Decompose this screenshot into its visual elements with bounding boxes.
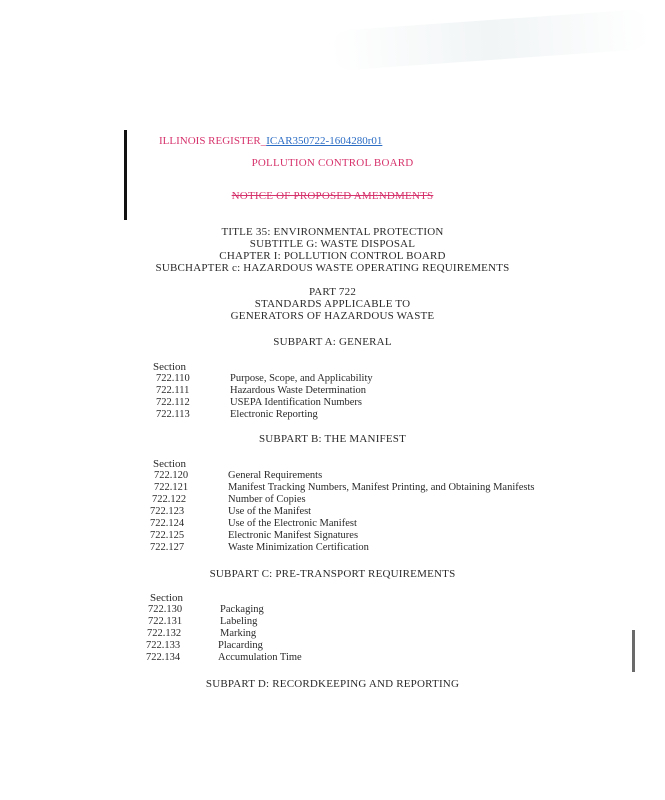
section-number: 722.122 (152, 494, 187, 505)
section-number: 722.132 (147, 628, 182, 639)
section-title: Waste Minimization Certification (228, 542, 369, 553)
section-title: Placarding (218, 640, 263, 651)
notice-title: NOTICE OF PROPOSED AMENDMENTS (231, 190, 434, 202)
section-number: 722.131 (148, 616, 183, 627)
register-name: ILLINOIS REGISTER (159, 135, 261, 147)
subpart-a-heading: SUBPART A: GENERAL (273, 336, 392, 348)
section-label: Section (153, 458, 186, 470)
title-line: TITLE 35: ENVIRONMENTAL PROTECTION (221, 226, 444, 238)
section-title: Electronic Reporting (230, 409, 318, 420)
part-title-line-2: GENERATORS OF HAZARDOUS WASTE (230, 310, 435, 322)
section-number: 722.112 (156, 397, 190, 408)
section-title: Use of the Electronic Manifest (228, 518, 357, 529)
section-title: USEPA Identification Numbers (230, 397, 363, 408)
scan-edge-mark (632, 630, 635, 672)
document-code-link[interactable]: ICAR350722-1604280r01 (266, 135, 383, 147)
section-title: Marking (220, 628, 257, 639)
section-number: 722.127 (150, 542, 185, 553)
section-title: Hazardous Waste Determination (230, 385, 366, 396)
section-number: 722.110 (156, 373, 190, 384)
section-label: Section (153, 361, 186, 373)
section-number: 722.130 (148, 604, 183, 615)
subchapter-line: SUBCHAPTER c: HAZARDOUS WASTE OPERATING REQUIREMENTS (155, 262, 510, 274)
part-number: PART 722 (308, 286, 357, 298)
section-title: Labeling (220, 616, 258, 627)
agency-name: POLLUTION CONTROL BOARD (251, 157, 414, 169)
section-number: 722.123 (150, 506, 185, 517)
chapter-line: CHAPTER I: POLLUTION CONTROL BOARD (219, 250, 446, 262)
section-title: Purpose, Scope, and Applicability (230, 373, 373, 384)
subpart-b-heading: SUBPART B: THE MANIFEST (258, 433, 407, 445)
section-number: 722.134 (146, 652, 181, 663)
section-number: 722.124 (150, 518, 185, 529)
part-title-line-1: STANDARDS APPLICABLE TO (254, 298, 411, 310)
revision-change-bar (124, 130, 127, 220)
section-number: 722.121 (154, 482, 189, 493)
section-title: General Requirements (228, 470, 323, 481)
section-number: 722.125 (150, 530, 185, 541)
section-number: 722.120 (154, 470, 189, 481)
section-number: 722.133 (146, 640, 181, 651)
section-number: 722.113 (156, 409, 190, 420)
section-title: Electronic Manifest Signatures (228, 530, 359, 541)
subtitle-line: SUBTITLE G: WASTE DISPOSAL (249, 238, 416, 250)
section-title: Accumulation Time (218, 652, 302, 663)
section-title: Packaging (220, 604, 264, 615)
section-title: Manifest Tracking Numbers, Manifest Printing, and Obtaining Manifests (228, 482, 535, 493)
section-number: 722.111 (156, 385, 190, 396)
subpart-d-heading: SUBPART D: RECORDKEEPING AND REPORTING (205, 678, 460, 690)
section-title: Number of Copies (228, 494, 306, 505)
register-header: ILLINOIS REGISTER_ICAR350722-1604280r01 (159, 135, 383, 147)
subpart-c-heading: SUBPART C: PRE-TRANSPORT REQUIREMENTS (209, 568, 456, 580)
section-title: Use of the Manifest (228, 506, 312, 517)
section-label: Section (150, 592, 183, 604)
scan-artifact (329, 9, 651, 71)
